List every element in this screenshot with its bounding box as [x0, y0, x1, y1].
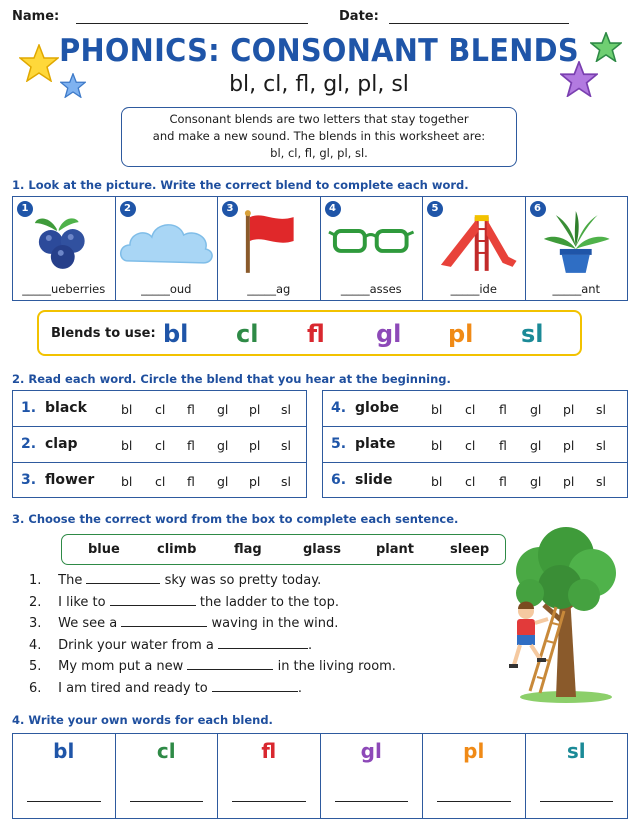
name-line[interactable]	[76, 12, 308, 24]
blend-choice[interactable]: cl	[155, 474, 166, 489]
write-cell	[321, 734, 424, 818]
blend-choice[interactable]: sl	[596, 474, 606, 489]
blend-choice[interactable]: fl	[187, 438, 195, 453]
write-cell	[423, 734, 526, 818]
number-badge: 3	[222, 201, 238, 217]
blends-label: Blends to use:	[51, 326, 156, 341]
sentence	[29, 681, 302, 696]
write-blend-label: fl	[261, 739, 277, 763]
blend-choice[interactable]: gl	[217, 474, 229, 489]
write-cell	[13, 734, 116, 818]
picture-word: _____ant	[552, 282, 601, 296]
blend-choice[interactable]: bl	[121, 438, 133, 453]
blend-choice[interactable]: cl	[465, 474, 476, 489]
intro-line-3: bl, cl, fl, gl, pl, sl.	[270, 146, 368, 160]
sentence-after: waving in the wind.	[211, 616, 339, 631]
blend-choice[interactable]: sl	[281, 438, 291, 453]
blend-choice[interactable]: bl	[121, 474, 133, 489]
row-word: flower	[45, 472, 95, 488]
name-label: Name:	[12, 9, 60, 24]
picture-word: _____asses	[340, 282, 402, 296]
picture-row	[12, 196, 628, 301]
blend-choice[interactable]: fl	[499, 402, 507, 417]
word-bank-item: glass	[303, 542, 342, 557]
row-number: 6.	[331, 472, 347, 488]
blend-choice[interactable]: gl	[217, 402, 229, 417]
number-badge: 6	[530, 201, 546, 217]
word-bank-item: flag	[234, 542, 262, 557]
picture-cell	[13, 197, 116, 300]
blend-choice[interactable]: fl	[499, 438, 507, 453]
blend-choice[interactable]: cl	[465, 438, 476, 453]
row-number: 4.	[331, 400, 347, 416]
write-line[interactable]	[540, 801, 614, 802]
blend-choice[interactable]: pl	[249, 402, 261, 417]
picture-cell	[321, 197, 424, 300]
circle-table-left	[12, 390, 307, 498]
row-number: 1.	[21, 400, 37, 416]
blend-choice[interactable]: gl	[530, 402, 542, 417]
blend-choice[interactable]: cl	[155, 402, 166, 417]
circle-table-right	[322, 390, 628, 498]
write-blend-label: cl	[156, 739, 176, 763]
blend-option: pl	[448, 320, 474, 348]
date-label: Date:	[339, 9, 379, 24]
sentence-number: 4.	[29, 638, 42, 653]
blend-choice[interactable]: gl	[530, 438, 542, 453]
sentence-after: in the living room.	[277, 659, 396, 674]
sentence	[29, 659, 396, 674]
sentence-number: 5.	[29, 659, 42, 674]
number-badge: 5	[427, 201, 443, 217]
sentence-before: I am tired and ready to	[58, 681, 208, 696]
date-line[interactable]	[389, 12, 569, 24]
blend-choice[interactable]: bl	[431, 438, 443, 453]
sentence-before: We see a	[58, 616, 118, 631]
sentence-before: The	[58, 573, 83, 588]
write-blend-label: pl	[463, 739, 485, 763]
boy-climbing-tree-icon	[500, 525, 618, 703]
sentence	[29, 573, 321, 588]
section-3-title: 3. Choose the correct word from the box to complete each sentence.	[12, 512, 459, 526]
sentence	[29, 616, 338, 631]
blend-choice[interactable]: bl	[121, 402, 133, 417]
table-row	[323, 427, 627, 463]
sentence-before: Drink your water from a	[58, 638, 214, 653]
blend-choice[interactable]: gl	[530, 474, 542, 489]
picture-cell	[423, 197, 526, 300]
section-2-title: 2. Read each word. Circle the blend that you hear at the beginning.	[12, 372, 451, 386]
blend-choice[interactable]: bl	[431, 402, 443, 417]
intro-line-2: and make a new sound. The blends in this worksheet are:	[152, 129, 486, 143]
sentence-after: .	[308, 638, 313, 653]
sentence-number: 6.	[29, 681, 42, 696]
row-word: slide	[355, 472, 393, 488]
row-word: clap	[45, 436, 78, 452]
write-line[interactable]	[130, 801, 204, 802]
glasses-icon	[321, 207, 423, 273]
blend-choice[interactable]: cl	[465, 402, 476, 417]
write-cell	[218, 734, 321, 818]
word-bank-item: plant	[376, 542, 415, 557]
answer-blank[interactable]	[86, 573, 160, 584]
table-row	[323, 463, 627, 499]
blend-option: bl	[163, 320, 189, 348]
write-line[interactable]	[232, 801, 306, 802]
write-blend-label: bl	[53, 739, 75, 763]
picture-word: _____ag	[247, 282, 291, 296]
page-title: PHONICS: CONSONANT BLENDS	[59, 33, 579, 69]
word-bank-item: sleep	[450, 542, 490, 557]
blend-choice[interactable]: pl	[563, 474, 575, 489]
blend-option: gl	[376, 320, 402, 348]
picture-word: _____ueberries	[22, 282, 106, 296]
table-row	[13, 463, 306, 499]
blends-to-use-box	[37, 310, 582, 356]
sentence	[29, 638, 312, 653]
write-line[interactable]	[437, 801, 511, 802]
sentence-after: the ladder to the top.	[199, 595, 339, 610]
blend-choice[interactable]: gl	[217, 438, 229, 453]
blend-choice[interactable]: bl	[431, 474, 443, 489]
picture-word: _____ide	[450, 282, 497, 296]
table-row	[13, 391, 306, 427]
blend-choice[interactable]: fl	[187, 474, 195, 489]
answer-blank[interactable]	[218, 638, 308, 649]
write-cell	[116, 734, 219, 818]
page-subtitle: bl, cl, fl, gl, pl, sl	[229, 72, 409, 97]
sentence-number: 3.	[29, 616, 42, 631]
word-bank	[61, 534, 506, 565]
sentence-number: 2.	[29, 595, 42, 610]
sentence-number: 1.	[29, 573, 42, 588]
date-field[interactable]	[339, 9, 569, 24]
blend-choice[interactable]: sl	[281, 474, 291, 489]
row-word: plate	[355, 436, 396, 452]
sentence-after: .	[297, 681, 303, 696]
blend-choice[interactable]: fl	[187, 402, 195, 417]
write-your-own-row	[12, 733, 628, 819]
blend-choice[interactable]: sl	[596, 402, 606, 417]
blend-choice[interactable]: pl	[563, 402, 575, 417]
blend-option: cl	[236, 320, 259, 348]
word-bank-item: climb	[157, 542, 197, 557]
cloud-icon	[116, 207, 218, 273]
table-row	[13, 427, 306, 463]
table-row	[323, 391, 627, 427]
word-bank-item: blue	[88, 542, 120, 557]
picture-cell	[218, 197, 321, 300]
row-number: 5.	[331, 436, 347, 452]
sentence-after: sky was so pretty today.	[164, 573, 322, 588]
write-blend-label: gl	[360, 739, 382, 763]
slide-icon	[423, 207, 525, 273]
row-word: black	[45, 400, 87, 416]
write-line[interactable]	[335, 801, 409, 802]
blend-option: sl	[521, 320, 544, 348]
picture-word: _____oud	[141, 282, 192, 296]
flag-icon	[218, 207, 320, 273]
write-blend-label: sl	[566, 739, 586, 763]
blend-choice[interactable]: pl	[249, 474, 261, 489]
plant-icon	[526, 207, 628, 273]
write-cell	[526, 734, 628, 818]
number-badge: 2	[120, 201, 136, 217]
picture-cell	[116, 197, 219, 300]
blend-choice[interactable]: cl	[155, 438, 166, 453]
sentence-before: My mom put a new	[58, 659, 184, 674]
answer-blank[interactable]	[212, 681, 298, 692]
answer-blank[interactable]	[110, 595, 196, 606]
answer-blank[interactable]	[187, 659, 273, 670]
answer-blank[interactable]	[121, 616, 207, 627]
blend-option: fl	[307, 320, 325, 348]
number-badge: 4	[325, 201, 341, 217]
blend-choice[interactable]: fl	[499, 474, 507, 489]
row-word: globe	[355, 400, 399, 416]
blueberries-icon	[13, 207, 115, 273]
intro-box	[121, 107, 517, 167]
blend-choice[interactable]: sl	[281, 402, 291, 417]
row-number: 2.	[21, 436, 37, 452]
blend-choice[interactable]: pl	[249, 438, 261, 453]
name-field[interactable]	[12, 9, 308, 24]
blend-choice[interactable]: pl	[563, 438, 575, 453]
number-badge: 1	[17, 201, 33, 217]
section-1-title: 1. Look at the picture. Write the correct blend to complete each word.	[12, 178, 469, 192]
sentence	[29, 595, 339, 610]
picture-cell	[526, 197, 628, 300]
row-number: 3.	[21, 472, 37, 488]
intro-line-1: Consonant blends are two letters that stay together	[169, 112, 469, 126]
blend-choice[interactable]: sl	[596, 438, 606, 453]
section-4-title: 4. Write your own words for each blend.	[12, 713, 273, 727]
sentence-before: I like to	[58, 595, 106, 610]
write-line[interactable]	[27, 801, 101, 802]
